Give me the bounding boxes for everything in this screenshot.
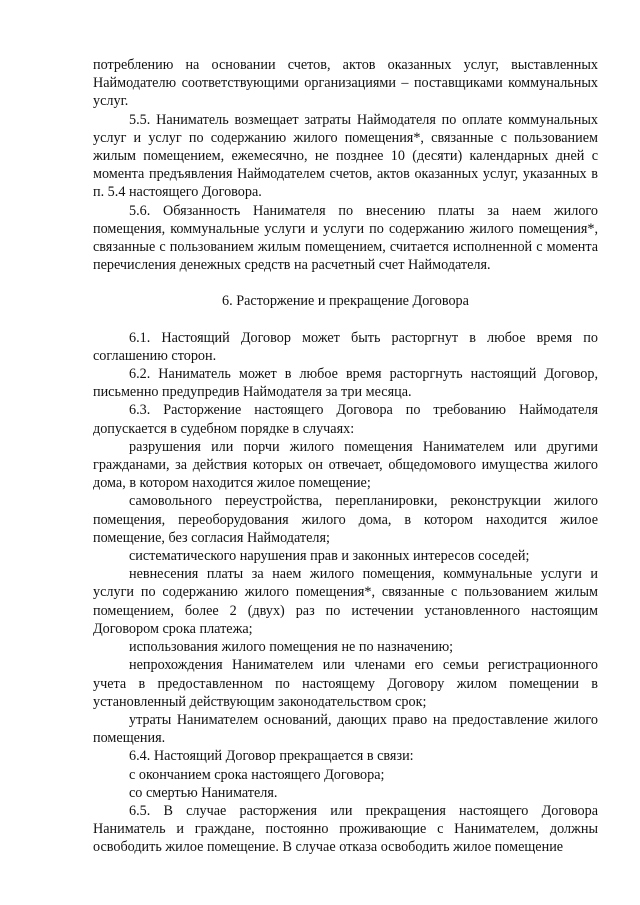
list-item-misuse: использования жилого помещения не по назначению; <box>129 639 454 656</box>
list-item-loss-of-grounds: утраты Нанимателем оснований, дающих право на предоставление жилого помещения. <box>93 711 598 747</box>
list-item-destruction: разрушения или порчи жилого помещения Нанимателем или другими гражданами, за действия которых он отвечает, общедомового имущества жилого дома, в котором находится жилое помещение; <box>93 438 598 492</box>
list-item-term-end: с окончанием срока настоящего Договора; <box>129 766 385 783</box>
section-heading: 6. Расторжение и прекращение Договора <box>222 293 469 310</box>
paragraph-6-2: 6.2. Наниматель может в любое время расторгнуть настоящий Договор, письменно предупредив Наймодателя за три месяца. <box>93 366 598 401</box>
list-item-death: со смертью Нанимателя. <box>129 784 278 801</box>
paragraph-6-5: 6.5. В случае расторжения или прекращения настоящего Договора Наниматель и граждане, постоянно проживающие с Нанимателем, должны освободить жилое помещение. В случае отказа освободить жилое помещение <box>93 802 598 856</box>
paragraph-continuation: потреблению на основании счетов, актов оказанных услуг, выставленных Наймодателю соответствующими организациями – поставщиками коммунальных услуг. <box>93 57 598 110</box>
list-item-reconstruction: самовольного переустройства, перепланировки, реконструкции жилого помещения, переоборудования жилого дома, в котором находится жилое помещение, без согласия Наймодателя; <box>93 493 598 546</box>
paragraph-6-3: 6.3. Расторжение настоящего Договора по требованию Наймодателя допускается в судебном порядке в случаях: <box>93 402 598 437</box>
paragraph-5-5: 5.5. Наниматель возмещает затраты Наймодателя по оплате коммунальных услуг и услуг по содержанию жилого помещения*, связанные с пользованием жилым помещением, ежемесячно, не позднее 10 (десяти) календарных дней с момента предъявления Наймодателем счетов, актов оказанных услуг, указанных в п. 5.4 настоящего Договора. <box>93 111 598 201</box>
document-body <box>93 56 598 857</box>
paragraph-5-6: 5.6. Обязанность Нанимателя по внесению платы за наем жилого помещения, коммунальные услуги и услуги по содержанию жилого помещения*, связанные с пользованием жилым помещением, считается исполненной с момента перечисления денежных средств на расчетный счет Наймодателя. <box>93 202 598 274</box>
list-item-registration: непрохождения Нанимателем или членами его семьи регистрационного учета в предоставленном по настоящему Договору жилом помещении в установленный действующим законодательством срок; <box>93 657 598 710</box>
list-item-nonpayment: невнесения платы за наем жилого помещения, коммунальные услуги и услуги по содержанию жилого помещения*, связанные с пользованием жилым помещением, более 2 (двух) раз по истечении установленного настоящим Договором срока платежа; <box>93 566 598 637</box>
paragraph-6-1: 6.1. Настоящий Договор может быть расторгнут в любое время по соглашению сторон. <box>93 329 598 364</box>
paragraph-6-4: 6.4. Настоящий Договор прекращается в связи: <box>129 748 414 765</box>
list-item-neighbors: систематического нарушения прав и законных интересов соседей; <box>129 548 530 565</box>
